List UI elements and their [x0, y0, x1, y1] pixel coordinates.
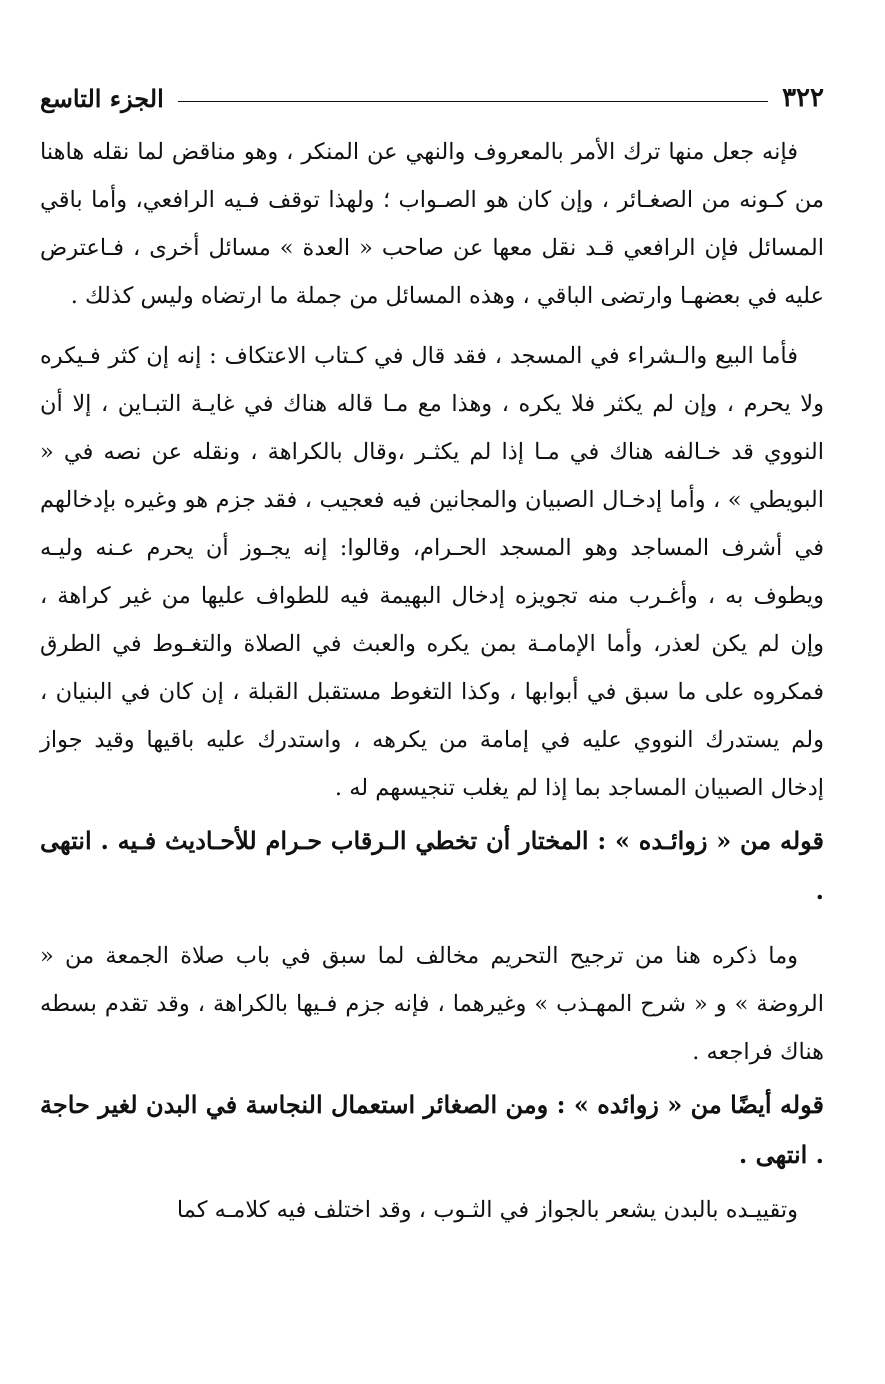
- quoted-heading-1: قوله من « زوائـده » : المختار أن تخطي الـرقاب حـرام للأحـاديث فـيه . انتهى .: [40, 826, 824, 905]
- page-number: ٣٢٢: [782, 83, 824, 113]
- running-title: الجزء التاسع: [40, 83, 164, 113]
- page-body: [40, 128, 824, 1234]
- paragraph-1: فإنه جعل منها ترك الأمر بالمعروف والنهي عن المنكر ، وهو مناقض لما نقله هاهنا من كـونه من الصغـائر ، وإن كان هو الصـواب ؛ ولهذا توقف فـيه الرافعي، وأما باقي المسائل فإن الرافعي قـد نقل معها عن صاحب « العدة » مسائل أخرى ، فـاعترض عليه في بعضهـا وارتضى الباقي ، وهذه المسائل من جملة ما ارتضاه وليس كذلك .: [40, 139, 824, 309]
- header-rule: [178, 101, 768, 102]
- paragraph-4: وتقييـده بالبدن يشعر بالجواز في الثـوب ، وقد اختلف فيه كلامـه كما: [176, 1197, 798, 1223]
- page-header: [40, 78, 824, 118]
- quoted-heading-2: قوله أيضًا من « زوائده » : ومن الصغائر استعمال النجاسة في البدن لغير حاجة . انتهى .: [40, 1090, 824, 1169]
- paragraph-2: فأما البيع والـشراء في المسجد ، فقد قال في كـتاب الاعتكاف : إنه إن كثر فـيكره ولا يحرم ، وإن لم يكثر فلا يكره ، وهذا مع مـا قاله هناك في غايـة التبـاين ، إلا أن النووي قد خـالفه هناك في مـا إذا لم يكثـر ،وقال بالكراهة ، ونقله عن نصه في « البويطي » ، وأما إدخـال الصبيان والمجانين فيه فعجيب ، فقد جزم هو وغيره بإدخالهم في أشرف المساجد وهو المسجد الحـرام، وقالوا: إنه يجـوز أن يحرم عـنه وليـه ويطوف به ، وأغـرب منه تجويزه إدخال البهيمة فيه للطواف عليها من غير كراهة ، وإن لم يكن لعذر، وأما الإمامـة بمن يكره والعبث في الصلاة والتغـوط في الطرق فمكروه على ما سبق في أبوابها ، وكذا التغوط مستقبل القبلة ، إن كان في البنيان ، ولم يستدرك النووي عليه في إمامة من يكرهه ، واستدرك عليه باقيها وقيد جواز إدخال الصبيان المساجد بما إذا لم يغلب تنجيسهم له .: [40, 343, 824, 801]
- paragraph-3: وما ذكره هنا من ترجيح التحريم مخالف لما سبق في باب صلاة الجمعة من « الروضة » و « شرح المهـذب » وغيرهما ، فإنه جزم فـيها بالكراهة ، وقد تقدم بسطه هناك فراجعه .: [40, 943, 824, 1065]
